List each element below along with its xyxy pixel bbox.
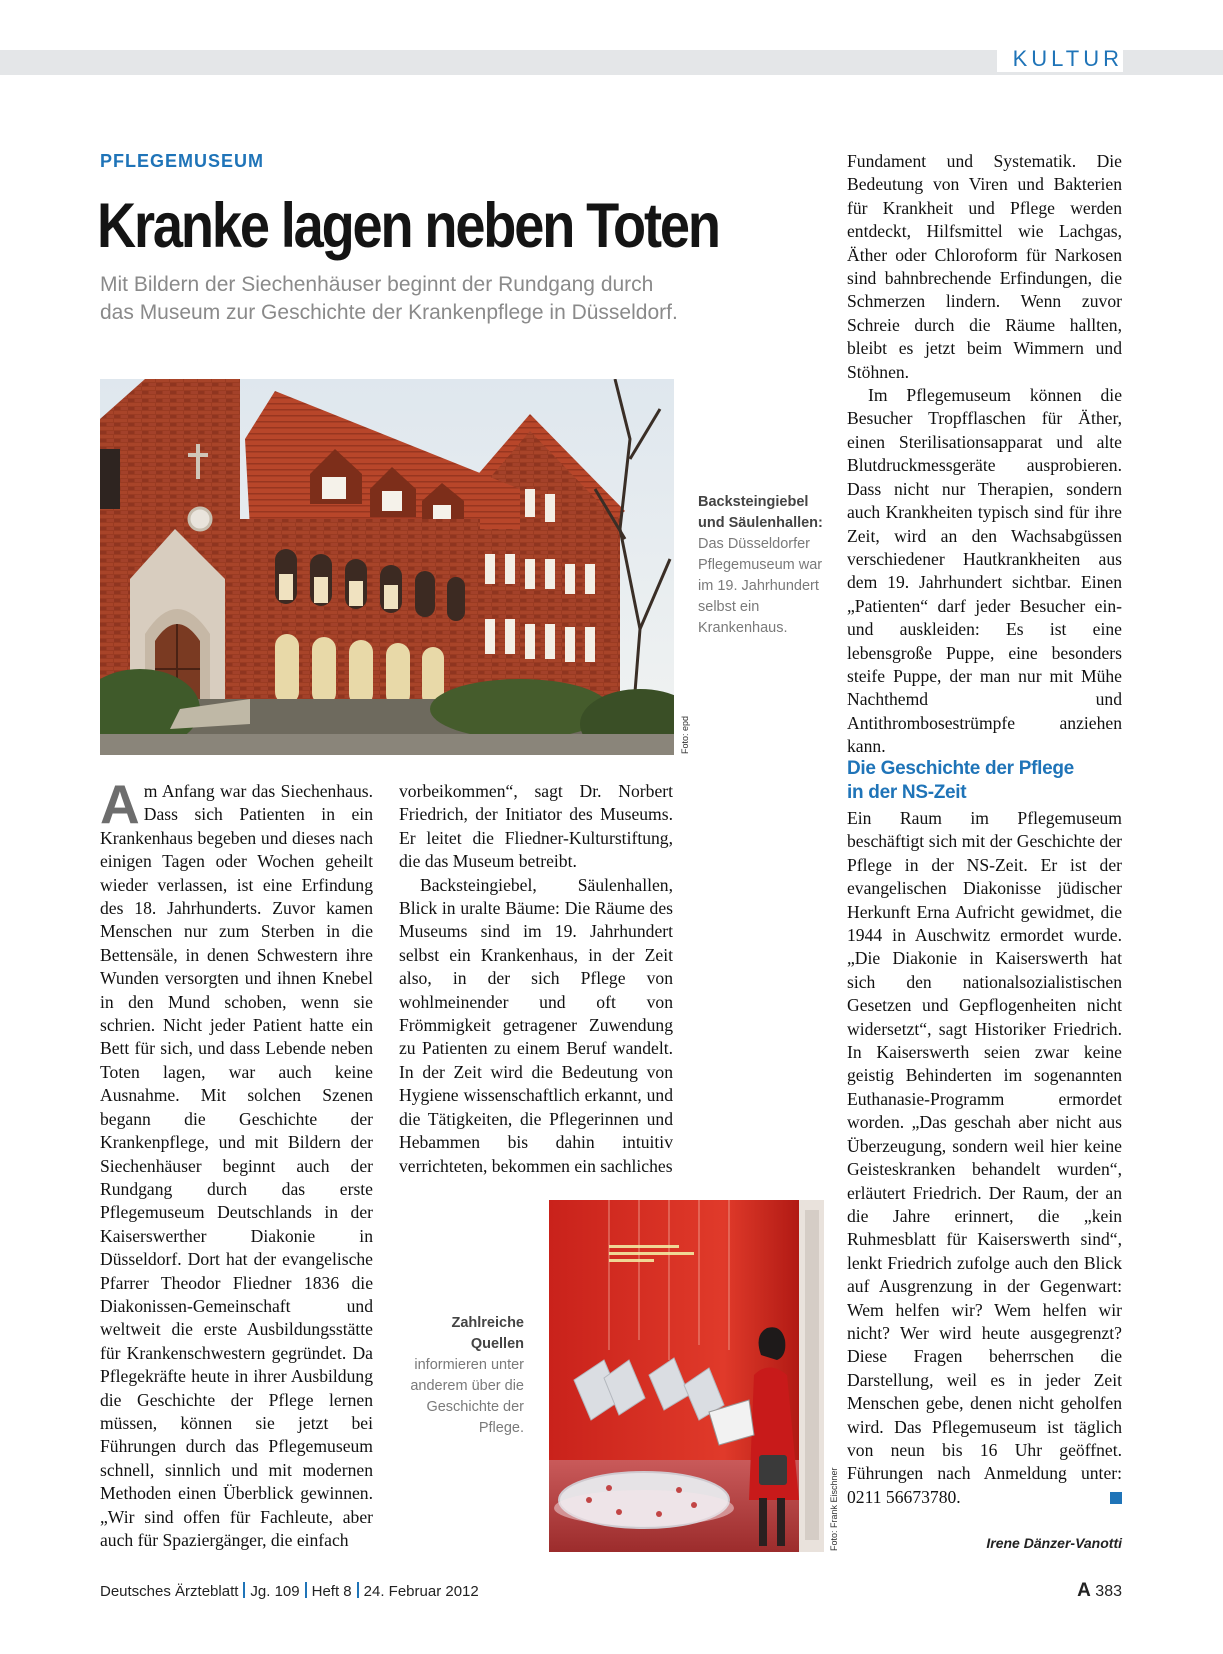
photo1-caption-title: Backsteingiebel und Säulenhallen: bbox=[698, 494, 823, 531]
paragraph-2: Backsteingiebel, Säulenhallen, Blick in uralte Bäume: Die Räume des Museums sind im 19. Jahrhundert selbst ein Krankenhaus, in der Zeit also, in der sich Pflege von wohlmeinender und oft von Frömmigkeit getragener Zuwendung zu Patienten zu einem Beruf wandelt. In der Zeit wird die Bedeutung von Hygiene wissenschaftlich erkannt, und die Tätigkeiten, die Pflegerinnen und Hebammen bis dahin intuitiv verrichteten, bekommen ein sachliches bbox=[399, 874, 673, 1176]
photo2-caption bbox=[398, 1313, 524, 1439]
page-footer bbox=[100, 1582, 479, 1600]
paragraph-1-continued: vorbeikommen“, sagt Dr. Norbert Friedrich, der Initiator des Museums. Er leitet die Fliedner-Kulturstiftung, die das Museum betreibt. bbox=[399, 781, 673, 872]
paragraph-1: m Anfang war das Siechenhaus. Dass sich Patienten in ein Krankenhaus begeben und dieses nach einigen Tagen oder Wochen geheilt wieder verlassen, ist eine Erfindung des 18. Jahrhunderts. Zuvor kamen Menschen nur zum Sterben in die Bettensäle, in denen Schwestern ihre Wunden versorgten und ihnen Knebel in den Mund schoben, wenn sie schrien. Nicht jeder Patient hatte ein Bett für sich, und dass Lebende neben Toten lagen, war auch keine Ausnahme. Mit solchen Szenen begann die Geschichte der Krankenpflege, und mit Bildern der Siechenhäuser beginnt auch der Rundgang durch das erste Pflegemuseum Deutschlands in der Kaiserswerther Diakonie in Düsseldorf. Dort hat der evangelische Pfarrer Theodor Fliedner 1836 die Diakonissen-Gemeinschaft und weltweit die erste Ausbildungsstätte für Krankenschwestern gegründet. Da Pflegekräfte heute in ihrer Ausbildung die Geschichte der Pflege lernen müssen, können sie jetzt bei Führungen durch das Pflegemuseum schnell, sinnlich und mit modernen Methoden einen Überblick gewinnen. „Wir sind offen für Fachleute, aber auch für Spaziergänger, die einfach bbox=[100, 781, 373, 1550]
lead-line-1: Mit Bildern der Siechenhäuser beginnt der Rundgang durch bbox=[100, 273, 654, 296]
article-lead bbox=[100, 271, 780, 327]
page-number bbox=[1077, 1580, 1122, 1602]
subheading-line-2: in der NS-Zeit bbox=[847, 782, 967, 803]
article-kicker: PFLEGEMUSEUM bbox=[100, 151, 265, 171]
paragraph-ns: Ein Raum im Pflegemuseum beschäftigt sich mit der Geschichte der Pflege in der NS-Zeit. Er ist der evangelischen Diakonisse jüdischer Herkunft Erna Aufricht gewidmet, die 1944 in Auschwitz ermordet wurde. „Die Diakonie in Kaiserswerth hat sich den nationalsozialistischen Gesetzen und Gepflogenheiten nicht widersetzt“, sagt Historiker Friedrich. In Kaiserswerth seien zwar keine geistig Behinderten im sogenannten Euthanasie-Programm ermordet worden. „Das geschah aber nicht aus Überzeugung, sondern weil hier keine Geisteskranken behandelt wurden“, erläutert Friedrich. Der Raum, der an die Jahre erinnert, die „kein Ruhmesblatt für Kaiserswerth sind“, lenkt Friedrich zufolge auch den Blick auf Ausgrenzung in der Gegenwart: Wem helfen wir? Wem helfen wir nicht? Wer wird heute ausgegrenzt? Diese Fragen beherrschen die Darstellung, weil es in jeder Zeit Menschen gebe, denen nicht geholfen wird. Das Pflegemuseum ist täglich von neun bis 16 Uhr geöffnet. Führungen nach Anmeldung unter: 0211 56673780. bbox=[847, 808, 1122, 1507]
author-byline: Irene Dänzer-Vanotti bbox=[986, 1535, 1122, 1551]
page-number-value: 383 bbox=[1095, 1583, 1122, 1600]
article-column-3 bbox=[847, 150, 1122, 759]
page-prefix: A bbox=[1077, 1580, 1091, 1601]
footer-separator bbox=[243, 1582, 245, 1598]
article-column-2 bbox=[399, 780, 673, 1178]
article-title: Kranke lagen neben Toten bbox=[97, 191, 719, 261]
photo1-caption bbox=[698, 492, 838, 639]
journal-issue: Heft 8 bbox=[311, 1583, 352, 1600]
drop-cap: A bbox=[100, 773, 140, 835]
subheading-line-1: Die Geschichte der Pflege bbox=[847, 758, 1074, 779]
lead-line-2: das Museum zur Geschichte der Krankenpflege in Düsseldorf. bbox=[100, 301, 678, 324]
photo2-credit: Foto: Frank Eischner bbox=[829, 1467, 839, 1551]
photo2-caption-title: Zahlreiche Quellen bbox=[451, 1315, 524, 1352]
museum-building-photo bbox=[100, 379, 674, 755]
footer-separator bbox=[305, 1582, 307, 1598]
paragraph-2-continued: Fundament und Systematik. Die Bedeutung von Viren und Bakterien für Krankheit und Pflege werden entdeckt, Hilfsmittel wie Lachgas, Äther oder Chloroform für Narkosen sind bahnbrechende Erfindungen, die Schmerzen lindern. Wenn zuvor Schreie durch die Räume hallten, bleibt es jetzt beim Wimmern und Stöhnen. bbox=[847, 151, 1122, 382]
article-column-1 bbox=[100, 773, 373, 1552]
journal-name: Deutsches Ärzteblatt bbox=[100, 1583, 239, 1600]
article-column-3-lower bbox=[847, 807, 1122, 1509]
photo2-caption-text: informieren unter anderem über die Geschichte der Pflege. bbox=[410, 1357, 524, 1436]
paragraph-3: Im Pflegemuseum können die Besucher Tropfflaschen für Äther, einen Sterilisationsapparat und alte Blutdruckmessgeräte ausprobieren. Dass nicht nur Therapien, sondern auch Krankheiten typisch sind für ihre Zeit, wird an den Wachsabgüssen verschiedener Hautkrankheiten aus dem 19. Jahrhundert sichtbar. Einen „Patienten“ darf jeder Besucher ein- und auskleiden: Es ist eine lebensgroße Puppe, eine besonders steife Puppe, der man nur mit Mühe Nachthemd und Antithrombosestrümpfe anziehen kann. bbox=[847, 385, 1122, 757]
exhibition-photo bbox=[549, 1200, 824, 1552]
photo1-caption-text: Das Düsseldorfer Pflegemuseum war im 19. Jahrhundert selbst ein Krankenhaus. bbox=[698, 536, 823, 636]
end-square-icon bbox=[1110, 1492, 1122, 1504]
journal-date: 24. Februar 2012 bbox=[363, 1583, 479, 1600]
footer-separator bbox=[357, 1582, 359, 1598]
section-label: KULTUR bbox=[997, 46, 1123, 72]
photo1-credit: Foto: epd bbox=[680, 715, 690, 754]
section-subheading bbox=[847, 757, 1122, 805]
journal-volume: Jg. 109 bbox=[250, 1583, 300, 1600]
